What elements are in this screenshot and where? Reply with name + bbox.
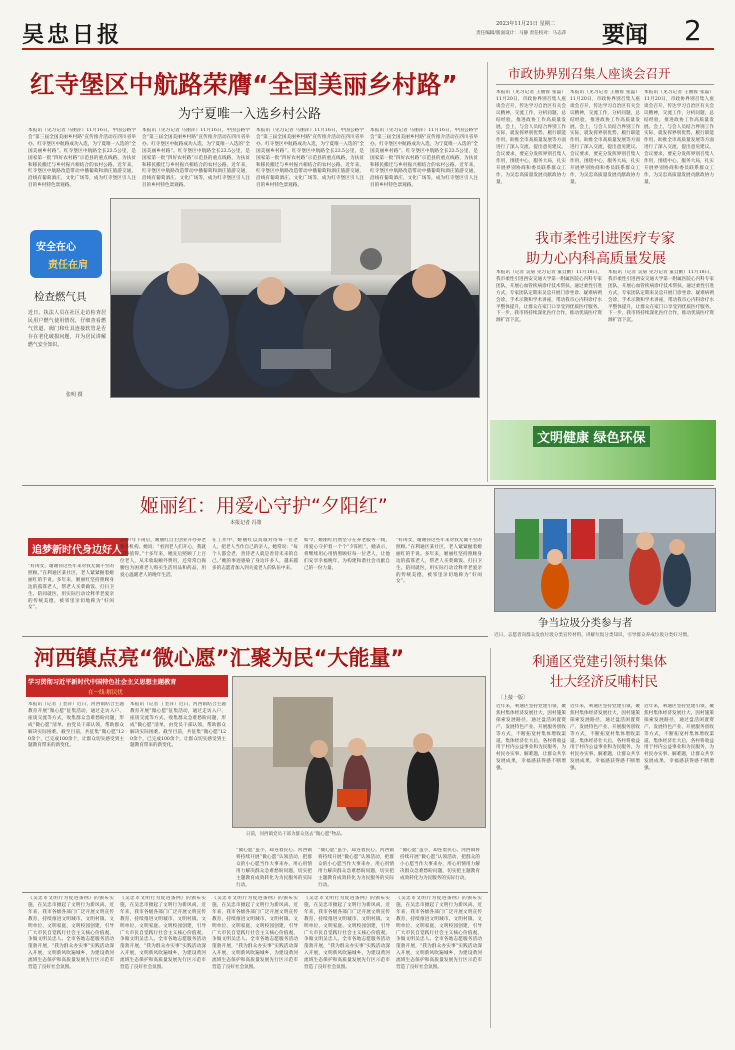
feature-body-col4: 如今，姬丽红仍然坚守在养老服务一线，用爱心守护着一个个“夕阳红”。她表示，将继续用心用情照顾好每一位老人，让他们安享幸福晚年，为构建和谐社会贡献自己的一份力量。 [304, 538, 390, 571]
story-four-col-c3: “微心愿”虽小，却连着民心。河西镇将持续开展“微心愿”认领活动，把群众的小心愿当作大事来办，用心用情用力解决群众急难愁盼问题，切实把主题教育成效转化为为民服务的实际行动。 [400, 848, 480, 881]
safety-photo-title: 检查燃气具 [34, 291, 87, 303]
gas-inspection-illustration [111, 199, 479, 397]
story-five-body-col1: 近年来，利通区坚持党建引领，聚焦村集体经济发展壮大，因村施策探索发展路径，通过盘活闲置资产、发展特色产业、开展服务创收等方式，不断拓宽村集体增收渠道。集体经济壮大后，各村将收益用于村内公益事业和为民服务，为村民办实事、解难题，让群众共享发展成果，幸福感获得感不断增强。 [496, 704, 566, 772]
story-three-title-line1: 我市柔性引进医疗专家 [535, 231, 675, 247]
story-five-title-line2: 壮大经济反哺村民 [550, 674, 658, 690]
story-two-body-col3: 本报讯（见习记者 王丽蓉 张磊）11月20日，市政协界别召集人座谈会召开，传达学习自治区有关会议精神，交流工作，分析问题，总结经验，推进政协工作高质量发展。会上，与会人员结合界别工作实际，就发挥界别优势、履行职能作用、助推全市高质量发展等方面进行了深入交流，提出意见建议。会议要求，要充分发挥界别召集人作用，围绕中心，服务大局，扎实开展界别协商和委员联系群众工作，为吴忠高质量发展贡献政协力量。 [644, 90, 714, 185]
lead-story-body-col3: 本报讯（见习记者 马丽萍）11月16日，中国公路学会“第三届全国美丽乡村路”宣传推介活动在四川省举办。红寺堡区中航路成功入选，为宁夏唯一入选的“全国美丽乡村路”。红寺堡区中航路全长23.5公里，是国家第一批“四好农村路”示范县的重点线路，为扶贫和移民搬迁与乡村振兴相结合的农村公路。近年来，红寺堡区中航路改造带动中播葡萄和酒庄旅游交通，沿线有葡萄酒庄、文化广场等，成为红寺堡区引人注目的乡村特色景观路。 [256, 128, 364, 188]
lead-story-body-col2: 本报讯（见习记者 马丽萍）11月16日，中国公路学会“第三届全国美丽乡村路”宣传推介活动在四川省举办。红寺堡区中航路成功入选，为宁夏唯一入选的“全国美丽乡村路”。红寺堡区中航路全长23.5公里，是国家第一批“四好农村路”示范县的重点线路，为扶贫和移民搬迁与乡村振兴相结合的农村公路。近年来，红寺堡区中航路改造带动中播葡萄和酒庄旅游交通，沿线有葡萄酒庄、文化广场等，成为红寺堡区引人注目的乡村特色景观路。 [142, 128, 250, 188]
story-five-title-line1: 利通区党建引领村集体 [532, 654, 667, 670]
story-five-body-col3: 近年来，利通区坚持党建引领，聚焦村集体经济发展壮大，因村施策探索发展路径，通过盘活闲置资产、发展特色产业、开展服务创收等方式，不断拓宽村集体增收渠道。集体经济壮大后，各村将收益用于村内公益事业和为民服务，为村民办实事、解难题，让群众共享发展成果，幸福感获得感不断增强。 [644, 704, 714, 772]
story-five-subhead: 〔上接一版〕 [498, 695, 529, 701]
masthead-rule [22, 48, 714, 50]
story-two-body-col1: 本报讯（见习记者 王丽蓉 张磊）11月20日，市政协界别召集人座谈会召开，传达学习自治区有关会议精神，交流工作，分析问题，总结经验，推进政协工作高质量发展。会上，与会人员结合界别工作实际，就发挥界别优势、履行职能作用、助推全市高质量发展等方面进行了深入交流，提出意见建议。会议要求，要充分发挥界别召集人作用，围绕中心，服务大局，扎实开展界别协商和委员联系群众工作，为吴忠高质量发展贡献政协力量。 [496, 90, 566, 185]
wish-photo-caption: 日前，河西镇党员干部为群众送去“微心愿”物品。 [246, 832, 346, 837]
lead-story-subtitle: 为宁夏唯一入选乡村公路 [178, 107, 322, 122]
feature-byline: 本报记者 冯策 [230, 520, 262, 526]
feature-title: 姬丽红：用爱心守护“夕阳红” [140, 495, 388, 517]
story-three-title-line2: 助力心内科高质量发展 [526, 251, 666, 267]
section-rule-1 [22, 485, 714, 486]
gas-inspection-photo [110, 198, 480, 398]
story-four-banner-sub: 在一线·解民忧 [88, 690, 123, 696]
lead-story-body-col1: 本报讯（见习记者 马丽萍）11月16日，中国公路学会“第三届全国美丽乡村路”宣传推介活动在四川省举办。红寺堡区中航路成功入选，为宁夏唯一入选的“全国美丽乡村路”。红寺堡区中航路全长23.5公里，是国家第一批“四好农村路”示范县的重点线路，为扶贫和移民搬迁与乡村振兴相结合的农村公路。近年来，红寺堡区中航路改造带动中播葡萄和酒庄旅游交通，沿线有葡萄酒庄、文化广场等，成为红寺堡区引人注目的乡村特色景观路。 [28, 128, 136, 188]
section-rule-2 [22, 636, 488, 637]
safety-badge-line1: 安全在心 [36, 242, 76, 253]
civility-band-text: 文明健康 绿色环保 [533, 426, 650, 447]
section-title: 要闻 [602, 22, 648, 48]
feature-body-col2: 2007年下岗后，姬丽红自主创业开办养老服务机构。她说：“看到老人们开心，我就觉得值得。”十多年来，她先后照顾了上百位老人，从未收取额外费用，还常常自掏腰包为困难老人购买生活用品和药品，用爱心温暖老人的晚年生活。 [120, 538, 206, 578]
bottom-body-col1: 《吴忠市文明行为促进条例》的颁布实施，在吴忠市掀起了文明行为新风尚。近年来，我市各级各部门广泛开展文明宣传教育，持续推进文明城市、文明村镇、文明单位、文明家庭、文明校园创建，引导广大市民自觉践行社会主义核心价值观，争做文明吴忠人。全市各地志愿服务活动蓬勃开展，“我为群众办实事”实践活动深入开展，文明新风吹遍城乡，为建设黄河流域生态保护和高质量发展先行区示范市营造了良好社会氛围。 [28, 896, 114, 971]
column-divider [487, 62, 488, 482]
story-three-body-col1: 本报讯（记者 吴菊 见习记者 董自勤）11月18日，我市柔性引进西安交通大学第一附属医院心内科专家团队，开展心血管疾病诊疗技术帮扶。通过柔性引进方式，专家团队定期来吴忠开展门诊坐诊、疑难病例会诊、手术示教和学术讲座，带动我市心内科诊疗水平整体提升，让群众在家门口享受到优质医疗服务。下一步，我市将持续深化医疗合作，推动优质医疗资源扩容下沉。 [496, 270, 602, 324]
feature-body-col1: “好闺女，谢谢你这些年来对我无微不至的照顾。”在利通区某社区，老人紧紧握着姬丽红的手说。多年来，姬丽红坚持照顾身边的孤寡老人，帮老人买菜做饭、打扫卫生、陪同就医，用实际行动诠释孝老爱亲的传统美德，被邻里亲切地称为“好闺女”。 [28, 564, 114, 611]
column-divider-2 [490, 648, 491, 1028]
story-four-body-col1: 本报讯（记者 丁奎萍）近日，河西镇结合主题教育开展“微心愿”征集活动，通过走访入户、座谈交流等方式，收集群众急难愁盼问题，形成“微心愿”清单，由党员干部认领，帮助群众解决实际困难。截至目前，共征集“微心愿”120余个，已完成100余个，让群众切实感受到主题教育带来的新变化。 [28, 702, 124, 749]
safety-photographer: 张明 摄 [66, 392, 83, 398]
paper-name: 吴忠日报 [22, 22, 123, 48]
story-two-body-col2: 本报讯（见习记者 王丽蓉 张磊）11月20日，市政协界别召集人座谈会召开，传达学习自治区有关会议精神，交流工作，分析问题，总结经验，推进政协工作高质量发展。会上，与会人员结合界别工作实际，就发挥界别优势、履行职能作用、助推全市高质量发展等方面进行了深入交流，提出意见建议。会议要求，要充分发挥界别召集人作用，围绕中心，服务大局，扎实开展界别协商和委员联系群众工作，为吴忠高质量发展贡献政协力量。 [570, 90, 640, 185]
garbage-photo-caption: 近日，志愿者向群众发放垃圾分类宣传材料，讲解垃圾分类知识，引导群众养成垃圾分类好习惯。 [494, 633, 692, 638]
lead-story-body-col4: 本报讯（见习记者 马丽萍）11月16日，中国公路学会“第三届全国美丽乡村路”宣传推介活动在四川省举办。红寺堡区中航路成功入选，为宁夏唯一入选的“全国美丽乡村路”。红寺堡区中航路全长23.5公里，是国家第一批“四好农村路”示范县的重点线路，为扶贫和移民搬迁与乡村振兴相结合的农村公路。近年来，红寺堡区中航路改造带动中播葡萄和酒庄旅游交通，沿线有葡萄酒庄、文化广场等，成为红寺堡区引人注目的乡村特色景观路。 [370, 128, 478, 188]
bottom-body-col2: 《吴忠市文明行为促进条例》的颁布实施，在吴忠市掀起了文明行为新风尚。近年来，我市各级各部门广泛开展文明宣传教育，持续推进文明城市、文明村镇、文明单位、文明家庭、文明校园创建，引导广大市民自觉践行社会主义核心价值观，争做文明吴忠人。全市各地志愿服务活动蓬勃开展，“我为群众办实事”实践活动深入开展，文明新风吹遍城乡，为建设黄河流域生态保护和高质量发展先行区示范市营造了良好社会氛围。 [120, 896, 206, 971]
story-two-title: 市政协界别召集人座谈会召开 [508, 66, 671, 81]
story-four-body-col2: 本报讯（记者 丁奎萍）近日，河西镇结合主题教育开展“微心愿”征集活动，通过走访入户、座谈交流等方式，收集群众急难愁盼问题，形成“微心愿”清单，由党员干部认领，帮助群众解决实际困难。截至目前，共征集“微心愿”120余个，已完成100余个，让群众切实感受到主题教育带来的新变化。 [130, 702, 226, 749]
story-four-col-c2: “微心愿”虽小，却连着民心。河西镇将持续开展“微心愿”认领活动，把群众的小心愿当作大事来办，用心用情用力解决群众急难愁盼问题，切实把主题教育成效转化为为民服务的实际行动。 [318, 848, 394, 888]
wish-delivery-illustration [233, 677, 485, 827]
bottom-body-col3: 《吴忠市文明行为促进条例》的颁布实施，在吴忠市掀起了文明行为新风尚。近年来，我市各级各部门广泛开展文明宣传教育，持续推进文明城市、文明村镇、文明单位、文明家庭、文明校园创建，引导广大市民自觉践行社会主义核心价值观，争做文明吴忠人。全市各地志愿服务活动蓬勃开展，“我为群众办实事”实践活动深入开展，文明新风吹遍城乡，为建设黄河流域生态保护和高质量发展先行区示范市营造了良好社会氛围。 [212, 896, 298, 971]
story-four-col-c1: “微心愿”虽小，却连着民心。河西镇将持续开展“微心愿”认领活动，把群众的小心愿当作大事来办，用心用情用力解决群众急难愁盼问题，切实把主题教育成效转化为为民服务的实际行动。 [236, 848, 312, 888]
section-rule-3 [22, 892, 488, 893]
story-three-body-col2: 本报讯（记者 吴菊 见习记者 董自勤）11月18日，我市柔性引进西安交通大学第一附属医院心内科专家团队，开展心血管疾病诊疗技术帮扶。通过柔性引进方式，专家团队定期来吴忠开展门诊坐诊、疑难病例会诊、手术示教和学术讲座，带动我市心内科诊疗水平整体提升，让群众在家门口享受到优质医疗服务。下一步，我市将持续深化医疗合作，推动优质医疗资源扩容下沉。 [608, 270, 714, 324]
feature-kicker: 追梦新时代身边好人 [32, 545, 122, 556]
bottom-body-col5: 《吴忠市文明行为促进条例》的颁布实施，在吴忠市掀起了文明行为新风尚。近年来，我市各级各部门广泛开展文明宣传教育，持续推进文明城市、文明村镇、文明单位、文明家庭、文明校园创建，引导广大市民自觉践行社会主义核心价值观，争做文明吴忠人。全市各地志愿服务活动蓬勃开展，“我为群众办实事”实践活动深入开展，文明新风吹遍城乡，为建设黄河流域生态保护和高质量发展先行区示范市营造了良好社会氛围。 [396, 896, 482, 971]
safety-caption: 近日，执法人员在社区走访检查居民用户燃气使用情况，仔细查看燃气管道、阀门和灶具连接软管是否存在老化破损问题，并为居民讲解燃气安全知识。 [28, 310, 106, 348]
feature-body-col3: 在工作中，姬丽红以真诚对待每一位老人，把老人当作自己的亲人。她常说：“每个人都会老，善待老人就是善待未来的自己。”她的事迹感染了身边许多人，越来越多的志愿者加入到关爱老人的队伍中来。 [212, 538, 298, 571]
garbage-photo-title: 争当垃圾分类参与者 [538, 617, 633, 629]
story-two-rule [496, 84, 714, 85]
story-four-banner: 学习贯彻习近平新时代中国特色社会主义思想主题教育 [28, 679, 177, 686]
feature-body-col5: “好闺女，谢谢你这些年来对我无微不至的照顾。”在利通区某社区，老人紧紧握着姬丽红的手说。多年来，姬丽红坚持照顾身边的孤寡老人，帮老人买菜做饭、打扫卫生、陪同就医，用实际行动诠释孝老爱亲的传统美德，被邻里亲切地称为“好闺女”。 [396, 538, 482, 585]
garbage-sorting-illustration [495, 489, 715, 611]
editors-line: 责任编辑/版面设计：马静 责任校对：马志萍 [476, 31, 567, 36]
date-line: 2023年11月21日 星期二 [496, 21, 556, 27]
lead-story-title: 红寺堡区中航路荣膺“全国美丽乡村路” [30, 70, 458, 99]
page-number: 2 [684, 14, 702, 47]
garbage-sorting-photo [494, 488, 716, 612]
wish-delivery-photo [232, 676, 486, 828]
story-four-title: 河西镇点亮“微心愿”汇聚为民“大能量” [34, 646, 405, 670]
safety-badge-line2: 责任在肩 [48, 260, 88, 271]
story-five-body-col2: 近年来，利通区坚持党建引领，聚焦村集体经济发展壮大，因村施策探索发展路径，通过盘活闲置资产、发展特色产业、开展服务创收等方式，不断拓宽村集体增收渠道。集体经济壮大后，各村将收益用于村内公益事业和为民服务，为村民办实事、解难题，让群众共享发展成果，幸福感获得感不断增强。 [570, 704, 640, 772]
bottom-body-col4: 《吴忠市文明行为促进条例》的颁布实施，在吴忠市掀起了文明行为新风尚。近年来，我市各级各部门广泛开展文明宣传教育，持续推进文明城市、文明村镇、文明单位、文明家庭、文明校园创建，引导广大市民自觉践行社会主义核心价值观，争做文明吴忠人。全市各地志愿服务活动蓬勃开展，“我为群众办实事”实践活动深入开展，文明新风吹遍城乡，为建设黄河流域生态保护和高质量发展先行区示范市营造了良好社会氛围。 [304, 896, 390, 971]
